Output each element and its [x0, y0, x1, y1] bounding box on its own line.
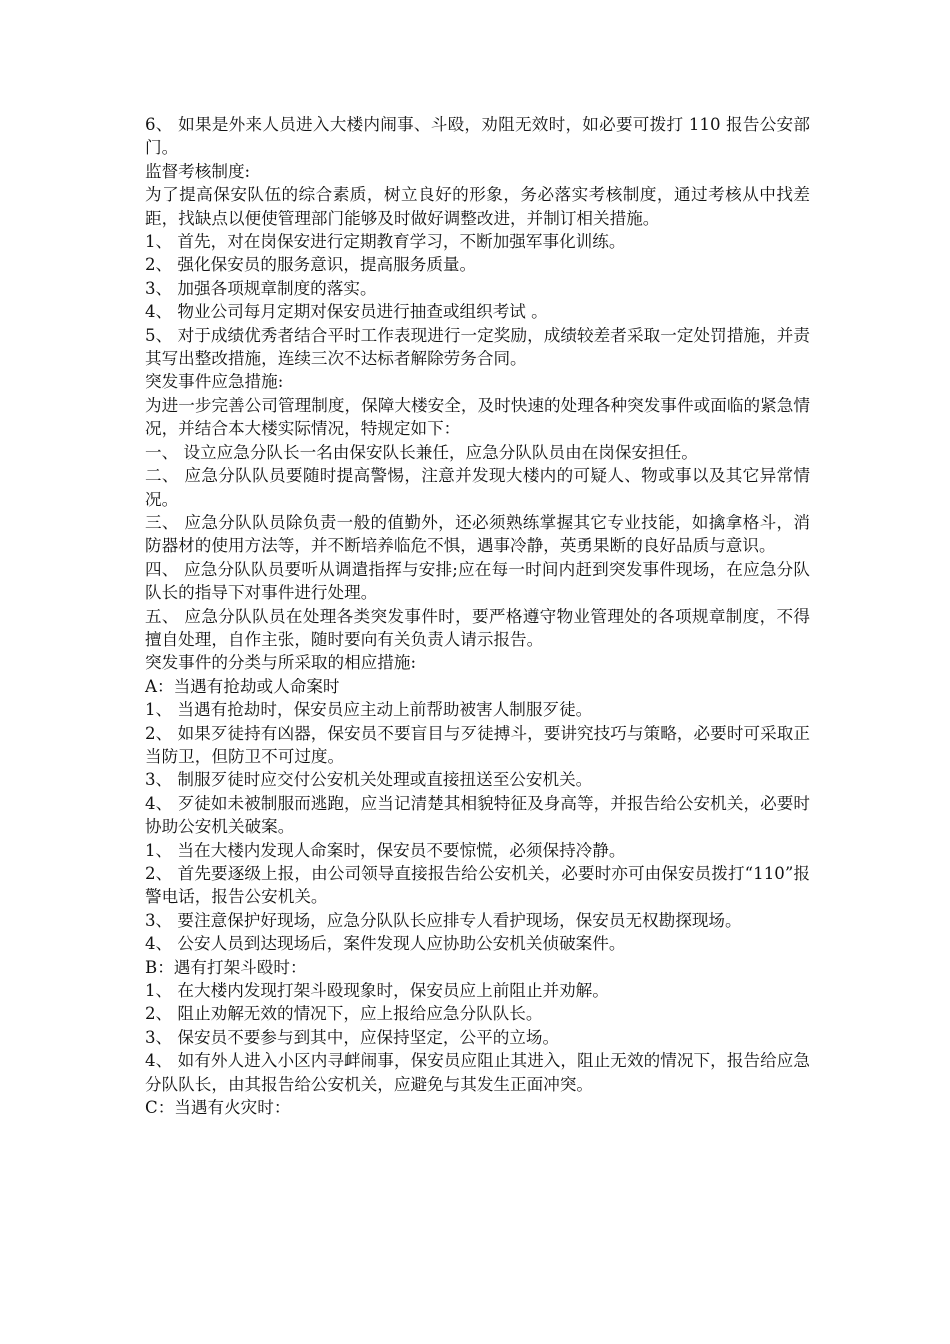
- list-item: 1、 首先，对在岗保安进行定期教育学习，不断加强军事化训练。: [145, 232, 626, 252]
- list-item: 4、 物业公司每月定期对保安员进行抽查或组织考试 。: [145, 302, 548, 322]
- list-item: 2、 强化保安员的服务意识，提高服务质量。: [145, 255, 477, 275]
- section-heading: 监督考核制度:: [145, 161, 251, 181]
- subsection-heading: C：当遇有火灾时：: [145, 1098, 291, 1118]
- paragraph: 6、 如果是外来人员进入大楼内闹事、斗殴，劝阻无效时，如必要可拨打 110 报告公安部门。: [145, 115, 810, 158]
- list-item: 2、 首先要逐级上报，由公司领导直接报告给公安机关，必要时亦可由保安员拨打“110”报警电话，报告公安机关。: [145, 864, 810, 907]
- list-item: 4、 歹徒如未被制服而逃跑，应当记清楚其相貌特征及身高等，并报告给公安机关，必要时协助公安机关破案。: [145, 793, 810, 837]
- list-item: 3、 要注意保护好现场，应急分队队长应排专人看护现场，保安员无权勘探现场。: [145, 910, 742, 930]
- list-item: 一、 设立应急分队长一名由保安队长兼任，应急分队队员由在岗保安担任。: [145, 442, 698, 462]
- subsection-heading: B：遇有打架斗殴时：: [145, 957, 307, 977]
- subsection-heading: A：当遇有抢劫或人命案时: [145, 676, 340, 696]
- paragraph: 为进一步完善公司管理制度，保障大楼安全，及时快速的处理各种突发事件或面临的紧急情况，并结合本大楼实际情况，特规定如下：: [145, 395, 810, 439]
- list-item: 1、 在大楼内发现打架斗殴现象时，保安员应上前阻止并劝解。: [145, 981, 609, 1001]
- paragraph: 为了提高保安队伍的综合素质，树立良好的形象，务必落实考核制度，通过考核从中找差距，找缺点以便使管理部门能够及时做好调整改进，并制订相关措施。: [145, 185, 810, 228]
- list-item: 二、 应急分队队员要随时提高警惕，注意并发现大楼内的可疑人、物或事以及其它异常情况。: [145, 466, 810, 509]
- list-item: 4、 如有外人进入小区内寻衅闹事，保安员应阻止其进入，阻止无效的情况下，报告给应急分队队长，由其报告给公安机关，应避免与其发生正面冲突。: [145, 1051, 810, 1094]
- list-item: 五、 应急分队队员在处理各类突发事件时，要严格遵守物业管理处的各项规章制度，不得擅自处理，自作主张，随时要向有关负责人请示报告。: [145, 606, 810, 649]
- list-item: 2、 阻止劝解无效的情况下，应上报给应急分队队长。: [145, 1004, 543, 1024]
- document-body: [145, 113, 810, 1119]
- list-item: 3、 制服歹徒时应交付公安机关处理或直接扭送至公安机关。: [145, 770, 593, 790]
- list-item: 1、 当遇有抢劫时，保安员应主动上前帮助被害人制服歹徒。: [145, 700, 593, 720]
- list-item: 三、 应急分队队员除负责一般的值勤外，还必须熟练掌握其它专业技能，如擒拿格斗，消防器材的使用方法等，并不断培养临危不惧，遇事冷静，英勇果断的良好品质与意识。: [145, 512, 810, 556]
- list-item: 3、 加强各项规章制度的落实。: [145, 278, 377, 298]
- list-item: 5、 对于成绩优秀者结合平时工作表现进行一定奖励，成绩较差者采取一定处罚措施，并责其写出整改措施，连续三次不达标者解除劳务合同。: [145, 325, 810, 369]
- list-item: 3、 保安员不要参与到其中，应保持坚定，公平的立场。: [145, 1027, 560, 1047]
- list-item: 4、 公安人员到达现场后，案件发现人应协助公安机关侦破案件。: [145, 934, 626, 954]
- section-heading: 突发事件应急措施:: [145, 372, 284, 392]
- list-item: 2、 如果歹徒持有凶器，保安员不要盲目与歹徒搏斗，要讲究技巧与策略，必要时可采取正当防卫，但防卫不可过度。: [145, 723, 810, 766]
- list-item: 1、 当在大楼内发现人命案时，保安员不要惊慌，必须保持冷静。: [145, 840, 626, 860]
- list-item: 四、 应急分队队员要听从调遣指挥与安排;应在每一时间内赶到突发事件现场，在应急分队队长的指导下对事件进行处理。: [145, 559, 810, 603]
- section-heading: 突发事件的分类与所采取的相应措施:: [145, 653, 417, 673]
